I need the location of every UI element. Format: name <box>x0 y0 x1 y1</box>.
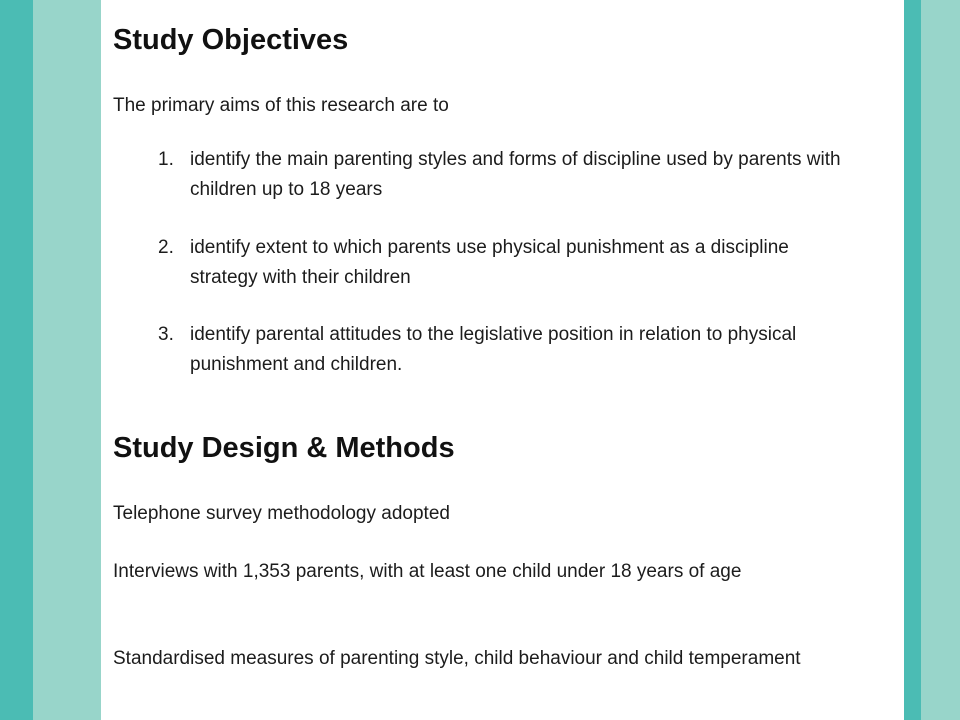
objective-item <box>158 145 848 205</box>
objectives-heading: Study Objectives <box>113 24 349 56</box>
objective-item <box>158 320 848 380</box>
objective-number: 1. <box>158 149 174 170</box>
objectives-intro: The primary aims of this research are to <box>113 95 449 116</box>
left-border-light-band <box>33 0 101 720</box>
right-border-light-band <box>921 0 960 720</box>
method-line: Interviews with 1,353 parents, with at least one child under 18 years of age <box>113 561 742 582</box>
design-methods-heading: Study Design & Methods <box>113 432 455 464</box>
objective-text: identify the main parenting styles and forms of discipline used by parents with children up to 18 years <box>190 149 841 200</box>
method-line: Standardised measures of parenting style, child behaviour and child temperament <box>113 648 801 669</box>
right-border-dark-band <box>904 0 921 720</box>
objective-text: identify extent to which parents use physical punishment as a discipline strategy with their children <box>190 237 789 288</box>
objective-number: 2. <box>158 237 174 258</box>
method-line: Telephone survey methodology adopted <box>113 503 450 524</box>
objective-text: identify parental attitudes to the legislative position in relation to physical punishment and children. <box>190 324 797 375</box>
objective-item <box>158 233 848 293</box>
left-border-dark-band <box>0 0 33 720</box>
objective-number: 3. <box>158 324 174 345</box>
